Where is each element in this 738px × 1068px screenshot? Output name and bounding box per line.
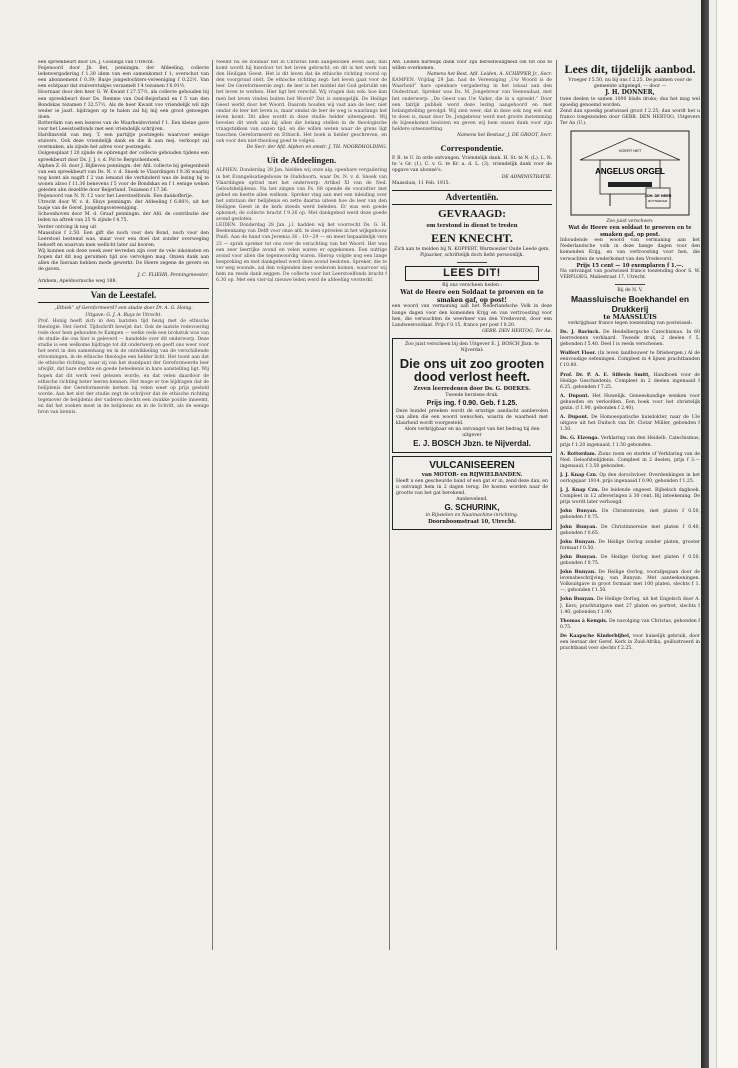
ad-company: JOH. DE HEER — [644, 194, 672, 199]
ad-title: LEES DIT! — [405, 266, 538, 281]
report-leiden: LEIDEN. Donderdag 28 Jan. j.l. hadden wij het voorrecht Ds. G. H. Beekenkamp van Delft voor onze afd. te zien optreden in het wijkgebouw Pniël. Aan de hand van Jeremia 36 : 10—29 — en meer bepaaldelijk vers 23 — sprak spreker tot ons over de verachting van het Woord. Het was een zeer leerrijke avond en velen waren er opgekomen. Een nuttige avond voor allen die tegenwoordig waren. Hierop volgde nog een lange bespreking en met dankgebed werd deze avond besloten. Spreker, die te ver weg woonde, zal den volgenden keer wederom komen, waarvoor wij hem nu reeds dank zeggen. De collecte voor het Leerstoelfonds bracht f 6.30 op. Met een vier-tal nieuwe leden werd de afdeeling versterkt. — [216, 223, 387, 284]
paragraph: Feijenoord van N. N. f 2 voor het Leerstoelfonds. Een dankofferije. — [38, 194, 194, 200]
ad-subtitle: om terstond in dienst te treden — [426, 222, 518, 229]
paragraph: Afd. Leiden hartelijk dank voor zijn bereidwilligheid om tot ons te willen overkomen. — [392, 60, 552, 72]
ad-lees-dit — [392, 266, 552, 335]
book-author: J. J. Knap Czn. — [560, 488, 600, 494]
ad-edition: Tweede herziene druk. — [445, 392, 499, 398]
book-text: De Heilige Oorlog, voorafgegaan door de levensbeschrijving, van Bunyan. Met aanteekeningen. Volksuitgave in groot formaat met 100 platen, slechts f 1.—, gebonden f 1.50. — [560, 570, 700, 594]
ad-top-text: VOERT HET — [618, 148, 642, 154]
book-item — [560, 415, 700, 433]
book-item — [560, 597, 700, 615]
ad-price: Prijs ing. f 0.90. Geb. f 1.25. — [426, 399, 518, 407]
column-rule — [556, 60, 557, 950]
column-rule — [212, 60, 213, 950]
report-kampen: KAMPEN. Vrijdag 29 Jan. had de Vereeniging „Uw Woord is de Waarheid” hare openbare vergadering in het lokaal aan den Oudestraat. Spreker was Ds. M. Jongebreur van Veenendaal, met het onderwerp: „De Geest van Uw Vader, die in u spreekt.” Door een talrijk publiek werd deze lezing aangehoord en met belangstelling gevolgd. Wij zien weer, dat in deze ook nog wel wat te doen is, maar door Ds. Jongebreur werd met groote instemming de bijeenkomst besloten en geven wij hem onzen dank voor zijn heldere uiteenzetting. — [392, 78, 552, 133]
ad-headline: Wat de Heere een Soldaat te proeven en te smaken gaf, op post! — [400, 289, 544, 304]
book-item — [560, 570, 700, 594]
book-author: De Kaapsche Kinderbijbel, — [560, 633, 631, 639]
ad-price: Prijs 15 cent — 10 exemplaren f 1.—. — [576, 262, 684, 269]
book-item — [560, 488, 700, 506]
book-item — [560, 555, 700, 567]
signature: DE ADMINISTRATIE. — [501, 174, 552, 180]
date-line: Maassluis, 11 Feb. 1915. — [392, 180, 451, 186]
paragraph: Oolgensplaat f 20 zijnde de opbrengst der collecte gehouden tijdens een spreekbeurt door Ds. J. J. v. d. Pol te Bergschenhoek. — [38, 151, 209, 163]
article-body: Prof. Honig heeft zich in den laatsten tijd bezig met de ethische theologie. Het Geref. Tijdschrift bewijst dat. Ook de laatste redevoering rede door hem gehouden te Kampen — welke rede een brokstuk was van de studie die ons hier is geleverd — handelde over dit onderwerp. Deze studie is een welkome bijdrage tot dit onderwerp en geeft ons weer voor het eerst in den samenhang en in de ontwikkeling van de verschillende stroomingen, in de ethische theologie een helder licht. Het toont aan dat de ethische richting, waar zij van het standpunt der Gereformeerde leer afwijkt, dat hare sterkte en goede beteekenis in hare aanstelling ligt. Wij hopen dat dit werk veel gelezen worde, en dat velen daardoor de ethische richting beter leeren kennen. Het moge er toe bijdragen dat de belijdenis der Gereformeerde kerken bij velen weer op prijs gesteld worde. Aan het slot der studie zegt de schrijver dat de ethische richting tegenover de belijdenis der vaderen slechts een zwakke positie inneemt, en dat het zoeken moet in de belijdenis en in de Schrift, als de eenige bron van kennis. — [38, 318, 209, 416]
book-author: Wulfert Floor. — [560, 351, 597, 357]
book-author: John Bunyan. — [560, 524, 598, 530]
book-author: John Bunyan. — [560, 554, 598, 560]
ad-order-line: Na ontvangst van postwissel franco toezending door S. W. VERPLOEG, Maliestraat 17, Utrecht. — [560, 269, 700, 281]
paragraph: Maassluis f 2.50. Een gift die noch voor den Bond, noch voor den Leerstoel bestemd was, maar voor een doel dat zonder overweging behoeft en waarvan men wellicht later zal hooren. — [38, 230, 209, 248]
next-page-edge — [716, 0, 738, 1068]
book-text: De Heilige Oorlog met platen f 0.50, gebonden f 0.75. — [560, 554, 700, 566]
book-item — [560, 373, 700, 391]
book-text: De Heidelbergsche Catechismus. In 60 leerredenen verklaard. Tweede druk, 2 deelen f 5, gebonden f 5.40. Deel I is reeds verschenen. — [560, 330, 700, 348]
correspondence-text: P. B. te U. In orde ontvangen. Vriendelijk dank. H. St. te N. (L). L. N. te 's Gr. (1), C. v. G. te Kr. a. d. L. (3), vriendelijk dank voor de opgave van abonné's. — [392, 156, 552, 174]
ad-label: ANGELUS ORGEL — [595, 167, 665, 177]
paragraph: Feijenoord door Jb. Bet, penningm. der Afdeeling, collecte ledenvergadering f 1.30 idem van een samenkomst f 1; overschot van een abonnement f 0.39; Busje jongedochters-vereeniging f 0.22½. Van een echtpaar dat stuiverstukjes verzamelt f 4 tezamen f 6.91½. — [38, 66, 209, 90]
ad-publisher: GEBR. DEN HERTOG, Ter Aa. — [482, 328, 552, 334]
ad-body: Deze bundel preeken wordt de ernstige aandacht aanbevolen van allen die een woord wenschen, waarin de waarheid met klaarheid wordt voorgesteld. — [396, 408, 548, 426]
article-body: Neemt nu de zondaar het in Christus hem aangeboden leven aan, dan komt wordt hij hierdoor tot het leven gebracht, en dit is het werk van den Heiligen Geest. Het is dit leven dat de ethische richting vooral op den voorgrond stelt. De ethische richting zegt: het leven gaat voor de leer. De Gereformeerde zegt: de leer is het middel dat God gebruikt om het leven te werken. Hier ligt het verschil. Wij vragen dan ook: hoe kan men het leven vinden buiten het Woord? Dat is onmogelijk. De Heilige Geest werkt door het Woord. Daarom houden wij vast aan de leer, niet omdat de leer het leven is, maar omdat de leer de weg is waarlangs het leven komt. Dit alles wordt in deze studie helder uiteengezet. Wij bevelen dit werk aan bij allen die belang stellen in de theologische vraagstukken van onzen tijd, en die willen weten waar de grens ligt tusschen Gereformeerd en Ethisch. Het boek is helder geschreven, en ook voor den niet-theoloog goed te volgen. — [216, 60, 387, 145]
book-text: Op den dorschvloer. Overdenkingen in het oorlogsjaar 1914, prijs ingenaaid f 0.90, gebonden f 1.25. — [560, 472, 700, 484]
ad-title: Lees dit, tijdelijk aanbod. — [564, 62, 696, 76]
column-3 — [392, 60, 552, 960]
column-2 — [216, 60, 387, 960]
ad-order-line: Alom verkrijgbaar en na ontvangst van het bedrag bij den uitgever — [404, 427, 540, 439]
book-author: Ds. G. Elzenga. — [560, 436, 600, 442]
ad-body: een woord van vermaning aan het Nederlandsche Volk in deze bange dagen voor den komenden Krijg en van vertroosting voor hen, die verwachten de weerkeer van den Vredevorst, door een Landweersoldaat. Prijs f 0.15, franco per post f 0.20. — [392, 304, 552, 328]
ad-headline: Maassluische Boekhandel en Drukkerij — [570, 294, 690, 315]
ad-intro: Zoo juist verscheen: — [606, 219, 654, 225]
ad-body: Inhoudende een woord van vermaning aan het Nederlandsche volk in deze bange dagen voor den komenden Krijg, en van vertroosting voor hen, die verwachten de wederkomst van den Vredevorst. — [560, 238, 700, 262]
address: Arnhem, Apeldoornsche weg 188. — [38, 279, 117, 285]
ad-company: G. SCHURINK, — [444, 503, 500, 513]
ad-subtitle: van MOTOR- en RIJWIELBANDEN. — [421, 472, 523, 479]
ad-headline: Die ons uit zoo grooten dood verlost heeft. — [399, 356, 545, 385]
book-text: Het Huwelijk. Geneeskundige wenken voor gehuwden en verloofden. Een boek voor het christelijk gezin. (f 1.90, gebonden f 2.40). — [560, 393, 700, 412]
signature: J. C. FLIEHR, Penningmeester, — [137, 273, 209, 279]
book-author: John Bunyan. — [560, 509, 598, 515]
book-item — [560, 394, 700, 412]
book-text: Zions roem en sterkte of Verklaring van de Ned. Geloofsbelijdenis. Compleet in 2 deelen, prijs f 3.— ingenaaid, f 3.50 gebonden. — [560, 451, 700, 469]
book-author: John Bunyan. — [560, 539, 596, 545]
ad-city: ROTTERDAM. — [648, 199, 668, 204]
ad-order-line: Zend dan spoedig postwissel groot f 2.25; dan wordt het u franco toegezonden door GEBR. DEN HERTOG, Uitgevers Ter Aa (U.). — [560, 108, 700, 127]
book-item — [560, 634, 700, 652]
ad-subtitle: Zeven leerredenen door Ds. G. DOEKES. — [413, 386, 531, 393]
paragraph: Rotterdam van een lezeres van de Waarheidsvriend f 1. Een kleine gave voor het Leesstoelfonds met een vriendelijk schrijven. — [38, 120, 209, 133]
book-author: Ds. J. Bavinck. — [560, 330, 601, 335]
book-text: De navolging van Christus, gebonden f 0.75. — [560, 618, 700, 630]
column-1 — [38, 60, 209, 960]
book-author: J. J. Knap Czn. — [560, 472, 598, 478]
paragraph: een spreekbeurt door Ds. J. Goslinga van Utrecht. — [38, 60, 155, 65]
ad-headline: EEN KNECHT. — [431, 231, 513, 246]
book-item — [560, 351, 700, 369]
paragraph: Hoornaar door den heer G. W. Kwant f 27.57½, als collecte gehouden bij een spreekbeurt door Ds. Remme van Oud-Beijerland en f 5 van den Bondskas tezamen f 32.57½. Als de heer Kwant voo vriendelijk wil zijn weder ie jaarl. bijdragen op te halen zal hij mij een groot genoegen doen. — [38, 90, 209, 120]
book-item — [560, 436, 700, 448]
ad-body: twee deelen te samen 1000 blads druks; dus het mag wel spoedig genoemd worden. — [560, 96, 700, 108]
ad-intro: Zoo juist verscheen bij den Uitgever E. J. BOSCH Jbzn. te Nijverdal: — [405, 341, 539, 354]
book-text: Handboek voor de Heilige Geschiedenis. Compleet in 2 deelen ingenaaid f 6.25, gebonden f 7.25. — [560, 372, 700, 390]
section-heading: Correspondentie. — [440, 143, 504, 154]
ad-body: Vroeger f 5.50, nu bij ons f 2.25. De psalmen voor de gemeente uitgelegd, — door — — [568, 78, 692, 90]
paragraph: Utrecht door W. v. d. Sluys penningm. der Afdeeling f 6.80½, uit het busje van de Geref. Jongelingsvereeniging. — [38, 200, 209, 212]
book-item — [560, 330, 700, 348]
book-text: De Heilige Oorlog zonder platen, grooter formaat f 0.50. — [560, 539, 700, 551]
book-author: John Bunyan. — [560, 570, 596, 576]
book-author: A. Dupont. — [560, 415, 589, 421]
ad-vulcaniseeren — [392, 456, 552, 529]
ad-intro: Bij de N. V. — [617, 288, 643, 294]
book-item — [560, 540, 700, 552]
book-text: Verklaring van den Heidelb. Catechismus, prijs f 1.20 ingenaaid, f 1.50 gebonden. — [560, 436, 700, 448]
book-title: „Ethiek” of Gereformeerd? een studie door Dr. A. G. Honig. — [54, 306, 193, 312]
paragraph: Verder ontving ik nog uit — [38, 224, 97, 230]
signature: Namens het Bestuur, J. DE GROOT, Secr. — [457, 133, 552, 139]
signature: Namens het Best. Afd. Leiden, A. SCHIPPER Jr., Secr. — [426, 72, 552, 78]
organ-illustration — [570, 130, 690, 216]
ad-title: GEVRAAGD: — [438, 207, 506, 220]
book-author: John Bunyan. — [560, 597, 595, 603]
ad-body: Zich aan te melden bij N. KOPPERT, Warmoezier Oude Leede gem. Pijnacker, schriftelijk doch liefst persoonlijk. — [394, 247, 550, 259]
ad-headline: VULCANISEEREN — [429, 460, 515, 472]
ad-subtitle: verkrijgbaar franco tegen toezending van postwissel: — [567, 320, 693, 326]
ad-body: Heeft u een gescheurde band of een gat er in, zend deze dan, en u ontvangt hem in 2 dagen terug. De kosten worden naar de grootte van het gat berekend. — [396, 478, 548, 496]
paragraph: Schoonhoven door M. d. Graaf penningm. der Afd. de contributie der leden na aftrek van 25 % zijnde f 4.75. — [38, 212, 209, 224]
book-item — [560, 619, 700, 631]
book-author: Thomas à Kempis. — [560, 618, 608, 624]
ad-angelus-orgel — [560, 130, 700, 216]
ad-headline: Wat de Heere een soldaat te proeven en te smaken gaf, op post. — [568, 225, 692, 238]
book-list — [560, 330, 700, 652]
ad-line: in Rijwielen en Naaimachine-inrichting. — [425, 513, 519, 519]
ad-address: Doornboomstraat 10, Utrecht. — [428, 519, 516, 526]
section-heading: Van de Leestafel. — [38, 288, 209, 303]
publisher-line: Uitgave: G. J. A. Ruys te Utrecht. — [85, 312, 162, 318]
ad-line: Aanbevelend, — [456, 496, 488, 502]
column-4 — [560, 60, 700, 960]
book-text: De Christinnereize met platen f 0.40, gebonden f 0.65. — [560, 524, 700, 536]
advertisements-heading: Advertentiën. — [392, 190, 552, 205]
ad-publisher: E. J. BOSCH Jbzn. te Nijverdal. — [413, 439, 531, 449]
book-author: A. Dupont. — [560, 393, 590, 399]
page-fold-shadow — [701, 0, 709, 1068]
book-item — [560, 452, 700, 470]
book-text: De Homoeopatische huisdokter, naar de 13e uitgave uit het Duitsch van Dr. Clotar Müller, gebonden f 1.50. — [560, 415, 700, 433]
book-item — [560, 525, 700, 537]
ad-knecht — [392, 208, 552, 260]
book-text: (In leven landbouwer te Driebergen.) Al de eenvoudige oefeningen. Compleet in 4 lijnen prachtbanden f 10.80. — [560, 351, 700, 369]
book-text: voor huiselijk gebruik, door een leeraar der Geref. Kerk in Zuid-Afrika, geillustreerd in prachtband voor slechts f 2.25. — [560, 633, 700, 652]
ad-subtitle: Bij ons verscheen heden : — [442, 283, 502, 289]
book-item — [560, 509, 700, 521]
book-author: Prof. Dr. P. A. E. Sillevis Smitt, — [560, 372, 650, 378]
column-rule — [389, 60, 390, 950]
ad-doekes — [392, 338, 552, 453]
ad-author: J. H. DONNER, — [605, 89, 655, 97]
book-text: De Christenreize, met platen f 0.50, gebonden f 0.75. — [560, 509, 700, 521]
section-heading: Uit de Afdeelingen. — [266, 155, 337, 166]
book-author: A. Rotterdam. — [560, 451, 597, 457]
ad-city: te MAASSLUIS — [603, 313, 657, 322]
book-text: De Heilige Oorlog, uit het Engelsch door A. J. Kers; prachtuitgave met 27 platen en portret, slechts f 1.40, gebonden f 1.90. — [560, 597, 700, 615]
book-item — [560, 473, 700, 485]
signature: De Secr. der Afd. Alphen en omstr. J. TH. NOORDHOLDING. — [246, 145, 387, 151]
paragraph: Hardinxveld van mej. T. een partijtje postzegels waarvoor eenige stuivers. Ook deze vriendelijk dank en die ik aan mej. verkoopt zal overmaken, als zijnde het adres voor postzegels. — [38, 133, 209, 151]
paragraph: Alphen Z.-H. door J. Bijlleveu penningm. der Afd. collecte bij gelegenheid van een spreekbeurt van Ds. N. v. d. Snoek te Vlaardingen f 9.36 waarbij nog komt als nagift f 2 van iemand die verhinderd was de lezing bij te wonen alzoo f 11.36 benevens f 5 voor de Bondskas en f 1 eenige weken geleden ahn dezelfde door Beijerland. Tezamen f 17.36. — [38, 163, 209, 193]
report-alphen: ALPHEN. Donderdag 28 Jan. hielden wij onze alg. openbare vergadering in het Evangelisatiegebouw te Oudshoorn, waar Ds. N. v. d. Snoek van Vlaardingen optrad met het onderwerp: Artikel XI van de Ned. Geloofsbelijdenis. Na het zingen van Ps. 68 opende de voorzitter met gebed en heette allen welkom. Spreker ving aan met een inleiding over het ontstaan der belijdenis en zette daarna uiteen hoe de leer van den Heiligen Geest in de kerk steeds werd beleden. Er was een goede opkomst; de collecte bracht f 9.36 op. Met dankgebed werd deze goede avond gesloten. — [216, 168, 387, 223]
paragraph: Wij kunnen ook deze week zeer tevreden zijn over de vele inkomsten en hopen dat dit nog geruimen tijd zoo vervolgen mag. Onzen dank aan allen die hieraan hebben mede gewerkt. De Heere zegene de gevers en de gaven. — [38, 248, 209, 273]
book-text: De leidende ongeest. Bijbelsch dagboek. Compleet in 12 afleveringen à 30 cent. Bij inteekening. De prijs wordt later verhoogd. — [560, 488, 700, 506]
